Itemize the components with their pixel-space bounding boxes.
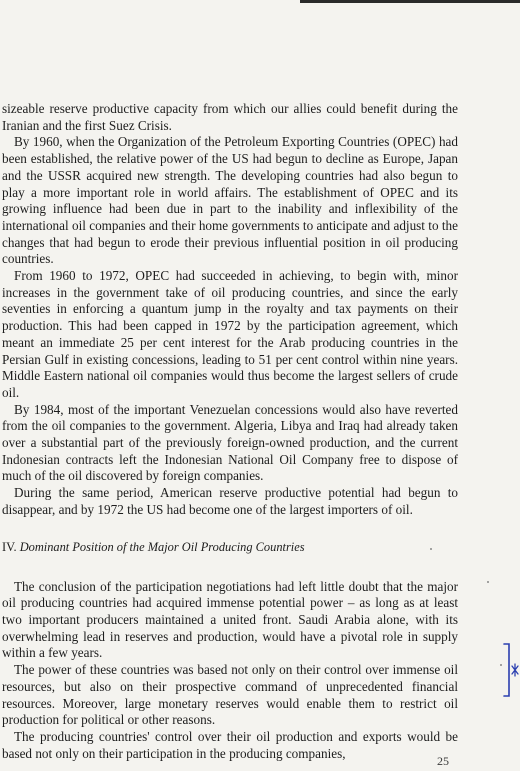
section-heading [2, 539, 458, 555]
paragraph-7: The power of these countries was based not only on their control over immense oil resources, but also on their prospective command of unprecedented financial resources. Moreover, large monetary reserves would enable them to restrict oil production for political or other reasons. [2, 662, 458, 728]
paragraph-6: The conclusion of the participation negotiations had left little doubt that the major oil producing countries had acquired immense potential power – as long as at least two important producers maintained a united front. Saudi Arabia alone, with its overwhelming lead in reserves and production, would have a pivotal role in supply within a few years. [2, 578, 458, 661]
paragraph-1: sizeable reserve productive capacity from which our allies could benefit during the Iranian and the first Suez Crisis. [2, 101, 458, 133]
paragraph-3: From 1960 to 1972, OPEC had succeeded in achieving, to begin with, minor increases in the government take of oil producing countries, and since the early seventies in enforcing a quantum jump in the royalty and tax payments on their production. This had been capped in 1972 by the participation agreement, which meant an immediate 25 per cent interest for the Arab producing countries in the Persian Gulf in existing concessions, leading to 51 per cent control within nine years. Middle Eastern national oil companies would thus become the largest sellers of crude oil. [2, 268, 458, 400]
top-rule [300, 0, 520, 3]
scan-speck [487, 581, 489, 583]
paragraph-2: By 1960, when the Organization of the Petroleum Exporting Countries (OPEC) had been established, the relative power of the US had begun to decline as Europe, Japan and the USSR acquired new strength. The developing countries had also begun to play a more important role in world affairs. The establishment of OPEC and its growing influence had been due in part to the inability and inflexibility of the international oil companies and their home governments to anticipate and adjust to the changes that had begun to erode their previous influential position in oil producing countries. [2, 134, 458, 267]
section-title: Dominant Position of the Major Oil Producing Countries [19, 539, 305, 554]
scan-speck [500, 664, 502, 666]
section-number: IV. [2, 539, 17, 554]
handwritten-bracket-mark [498, 640, 520, 700]
paragraph-4: By 1984, most of the important Venezuelan concessions would also have reverted from the oil companies to the government. Algeria, Libya and Iraq had already taken over a substantial part of the previously foreign-owned production, and the current Indonesian contracts left the Indonesian National Oil Company free to dispose of much of the oil discovered by foreign companies. [2, 401, 458, 484]
paragraph-5: During the same period, American reserve productive potential had begun to disappear, and by 1972 the US had become one of the largest importers of oil. [2, 485, 458, 517]
page-body [2, 101, 458, 762]
page-number: 25 [437, 754, 449, 768]
paragraph-8: The producing countries' control over their oil production and exports would be based not only on their participation in the producing companies, [2, 728, 458, 761]
scan-speck [430, 548, 432, 550]
